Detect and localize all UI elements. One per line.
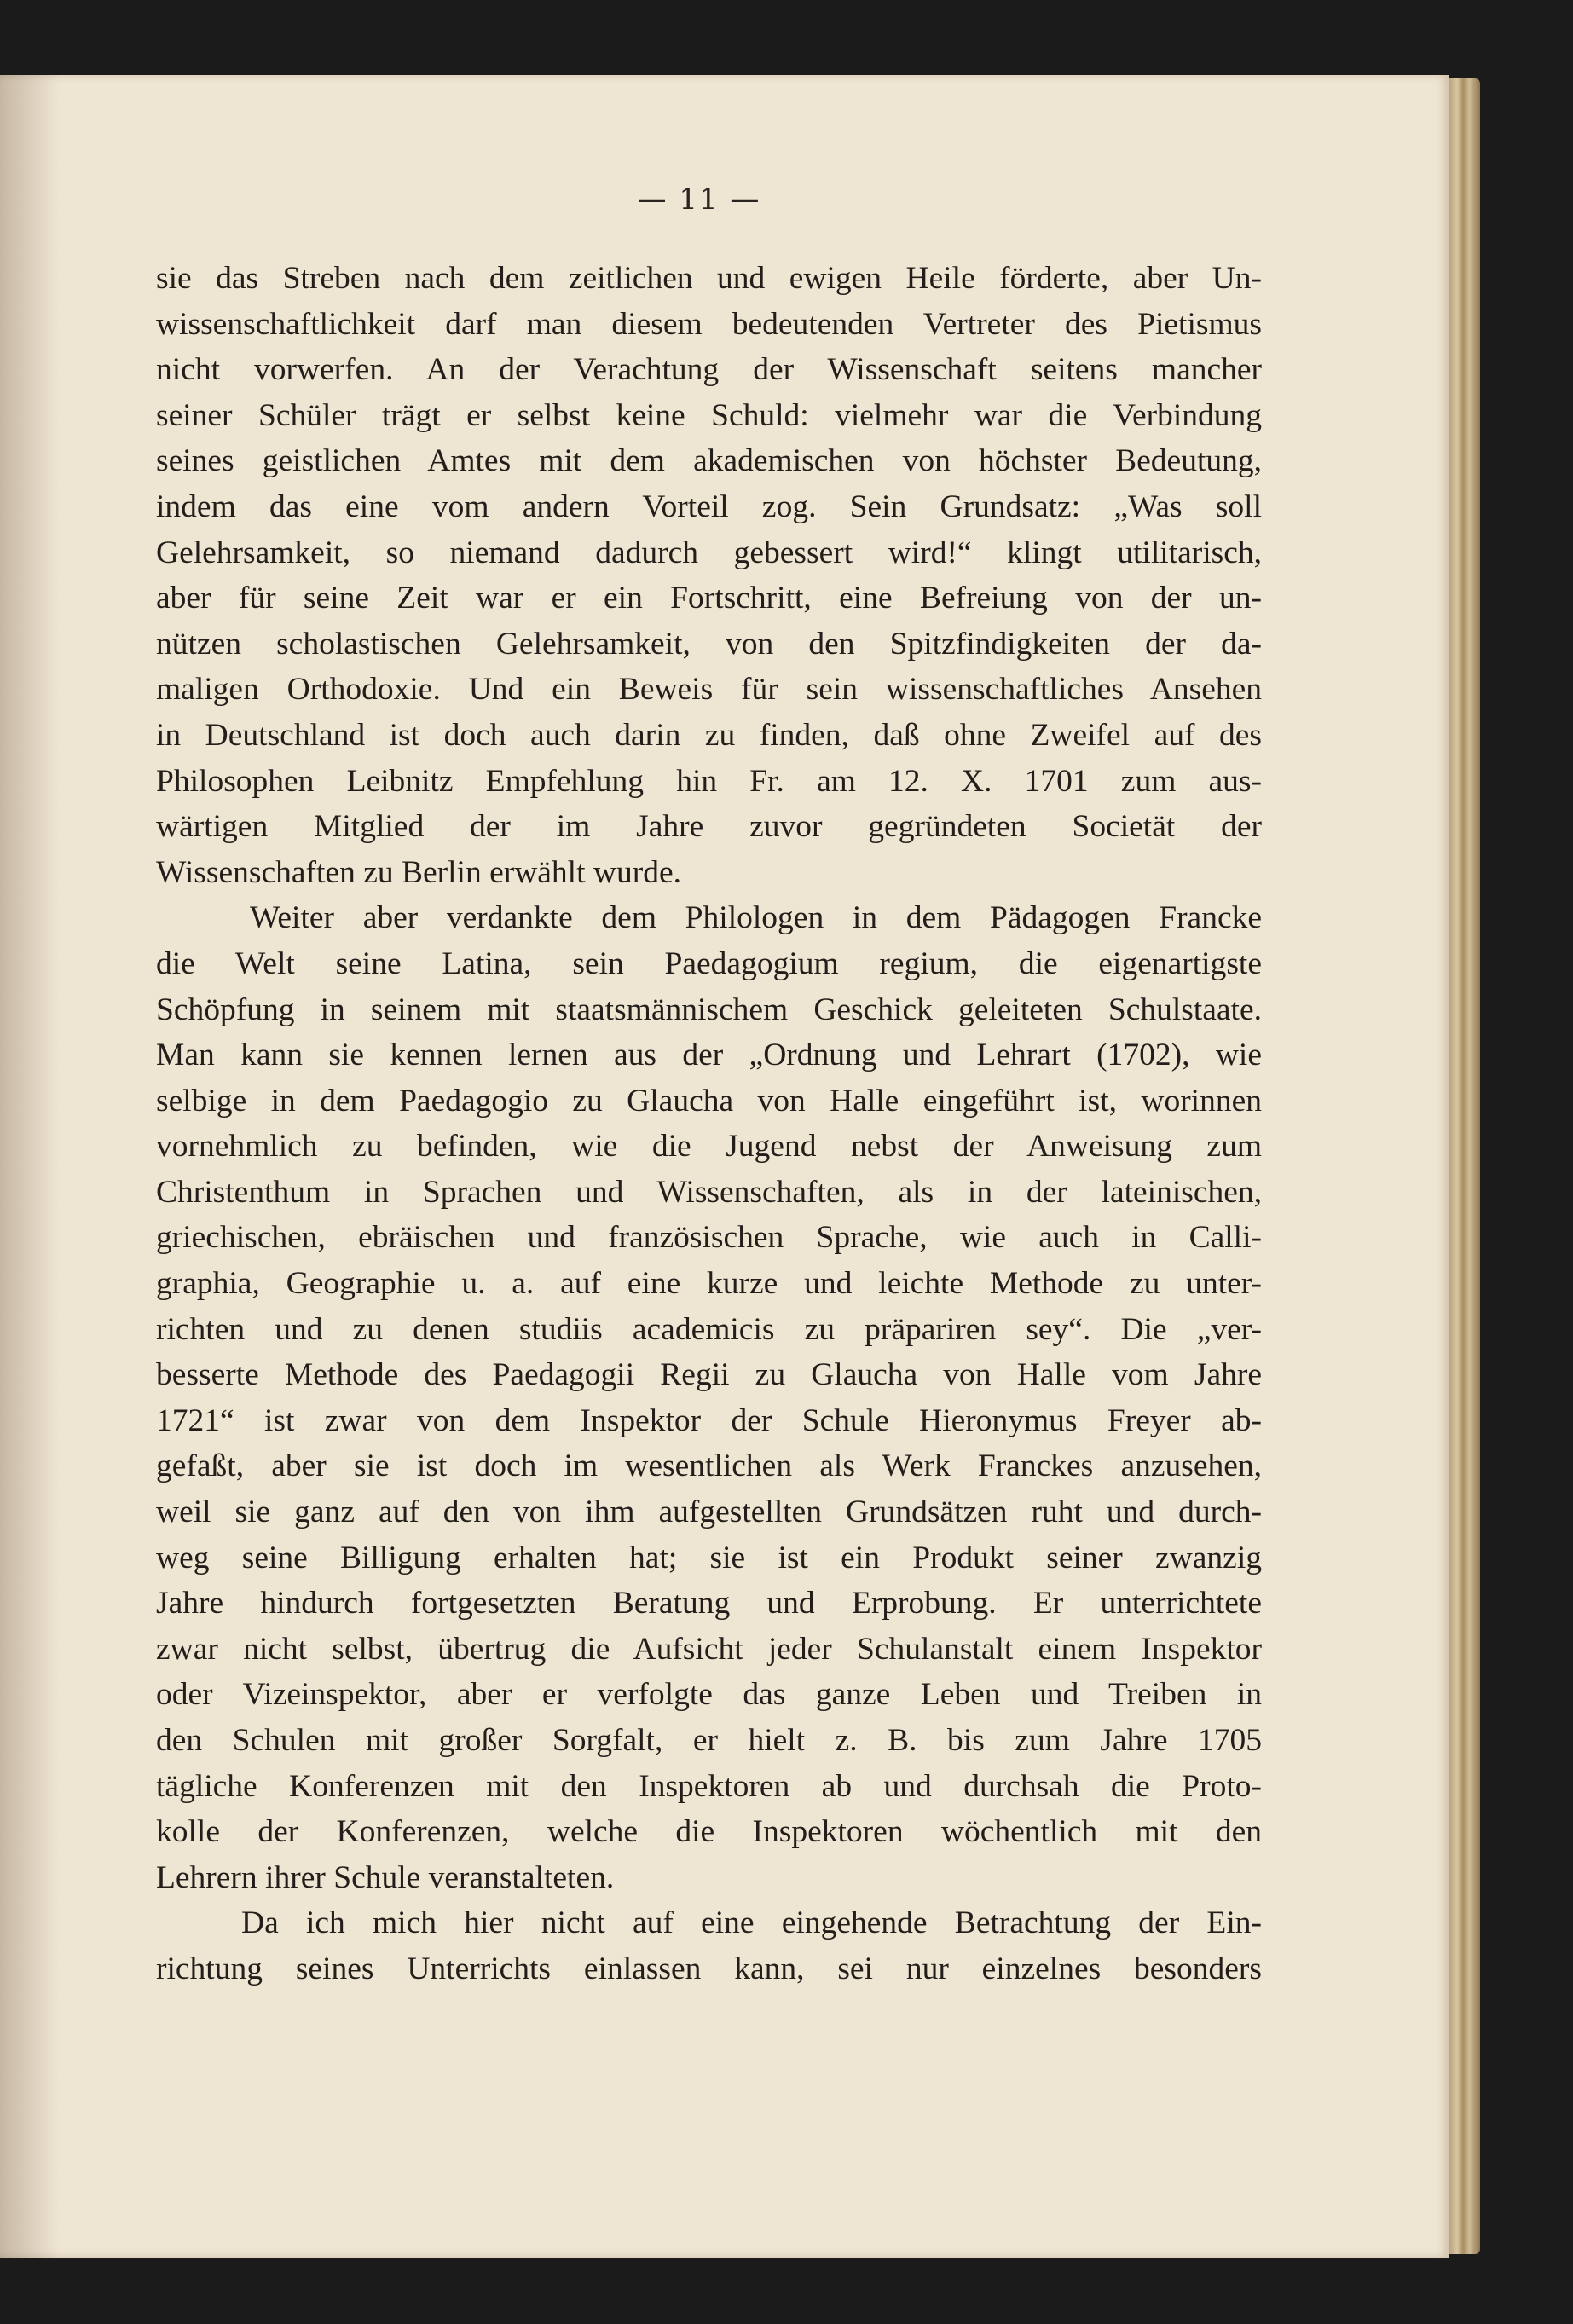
- text-line: Wissenschaften zu Berlin erwählt wurde.: [156, 854, 681, 890]
- text-line: Jahre hindurch fortgesetzten Beratung und Erprobung. Er unterrichtete: [156, 1586, 1262, 1622]
- body-text: [156, 256, 1262, 1992]
- text-line: wissenschaftlichkeit darf man diesem bedeutenden Vertreter des Pietismus: [156, 306, 1262, 342]
- text-line: besserte Methode des Paedagogii Regii zu Glaucha von Halle vom Jahre: [156, 1357, 1262, 1393]
- text-line: maligen Orthodoxie. Und ein Beweis für sein wissenschaftliches Ansehen: [156, 672, 1262, 708]
- text-line: seiner Schüler trägt er selbst keine Schuld: vielmehr war die Verbindung: [156, 397, 1262, 433]
- text-line: wärtigen Mitglied der im Jahre zuvor gegründeten Societät der: [156, 809, 1262, 845]
- text-line: Weiter aber verdankte dem Philologen in dem Pädagogen Francke: [250, 900, 1262, 936]
- text-line: Lehrern ihrer Schule veranstalteten.: [156, 1859, 615, 1895]
- text-line: die Welt seine Latina, sein Paedagogium regium, die eigenartigste: [156, 945, 1262, 981]
- page-number: — 11 —: [637, 182, 761, 217]
- text-line: weg seine Billigung erhalten hat; sie ist ein Produkt seiner zwanzig: [156, 1540, 1262, 1575]
- text-line: aber für seine Zeit war er ein Fortschritt, eine Befreiung von der un-: [156, 581, 1262, 616]
- text-line: Gelehrsamkeit, so niemand dadurch gebessert wird!“ klingt utilitarisch,: [156, 535, 1262, 570]
- text-line: oder Vizeinspektor, aber er verfolgte das ganze Leben und Treiben in: [156, 1677, 1262, 1713]
- text-line: in Deutschland ist doch auch darin zu finden, daß ohne Zweifel auf des: [156, 717, 1262, 753]
- text-line: nicht vorwerfen. An der Verachtung der Wissenschaft seitens mancher: [156, 352, 1262, 388]
- text-line: 1721“ ist zwar von dem Inspektor der Schule Hieronymus Freyer ab-: [156, 1402, 1262, 1438]
- text-line: vornehmlich zu befinden, wie die Jugend nebst der Anweisung zum: [156, 1129, 1262, 1165]
- text-line: den Schulen mit großer Sorgfalt, er hielt z. B. bis zum Jahre 1705: [156, 1723, 1262, 1758]
- text-line: tägliche Konferenzen mit den Inspektoren ab und durchsah die Proto-: [156, 1768, 1262, 1804]
- text-line: griechischen, ebräischen und französischen Sprache, wie auch in Calli-: [156, 1220, 1262, 1256]
- text-line: richten und zu denen studiis academicis zu präpariren sey“. Die „ver-: [156, 1311, 1262, 1347]
- text-line: Philosophen Leibnitz Empfehlung hin Fr. am 12. X. 1701 zum aus-: [156, 763, 1262, 799]
- text-line: weil sie ganz auf den von ihm aufgestellten Grundsätzen ruht und durch-: [156, 1494, 1262, 1530]
- text-line: Man kann sie kennen lernen aus der „Ordnung und Lehrart (1702), wie: [156, 1038, 1262, 1073]
- gutter-shadow: [0, 75, 60, 2258]
- text-line: nützen scholastischen Gelehrsamkeit, von den Spitzfindigkeiten der da-: [156, 626, 1262, 662]
- text-line: Christenthum in Sprachen und Wissenschaften, als in der lateinischen,: [156, 1174, 1262, 1210]
- text-line: gefaßt, aber sie ist doch im wesentlichen als Werk Franckes anzusehen,: [156, 1448, 1262, 1484]
- page-edge: [1449, 78, 1480, 2254]
- text-line: selbige in dem Paedagogio zu Glaucha von Halle eingeführt ist, worinnen: [156, 1083, 1262, 1119]
- text-line: Schöpfung in seinem mit staatsmännischem Geschick geleiteten Schulstaate.: [156, 991, 1262, 1027]
- text-line: sie das Streben nach dem zeitlichen und ewigen Heile förderte, aber Un-: [156, 261, 1262, 296]
- text-line: kolle der Konferenzen, welche die Inspektoren wöchentlich mit den: [156, 1814, 1262, 1850]
- text-line: graphia, Geographie u. a. auf eine kurze und leichte Methode zu unter-: [156, 1266, 1262, 1302]
- text-line: richtung seines Unterrichts einlassen kann, sei nur einzelnes besonders: [156, 1951, 1262, 1986]
- text-line: seines geistlichen Amtes mit dem akademischen von höchster Bedeutung,: [156, 443, 1262, 479]
- text-line: Da ich mich hier nicht auf eine eingehende Betrachtung der Ein-: [241, 1905, 1262, 1941]
- text-line: indem das eine vom andern Vorteil zog. Sein Grundsatz: „Was soll: [156, 489, 1262, 524]
- text-line: zwar nicht selbst, übertrug die Aufsicht jeder Schulanstalt einem Inspektor: [156, 1631, 1262, 1667]
